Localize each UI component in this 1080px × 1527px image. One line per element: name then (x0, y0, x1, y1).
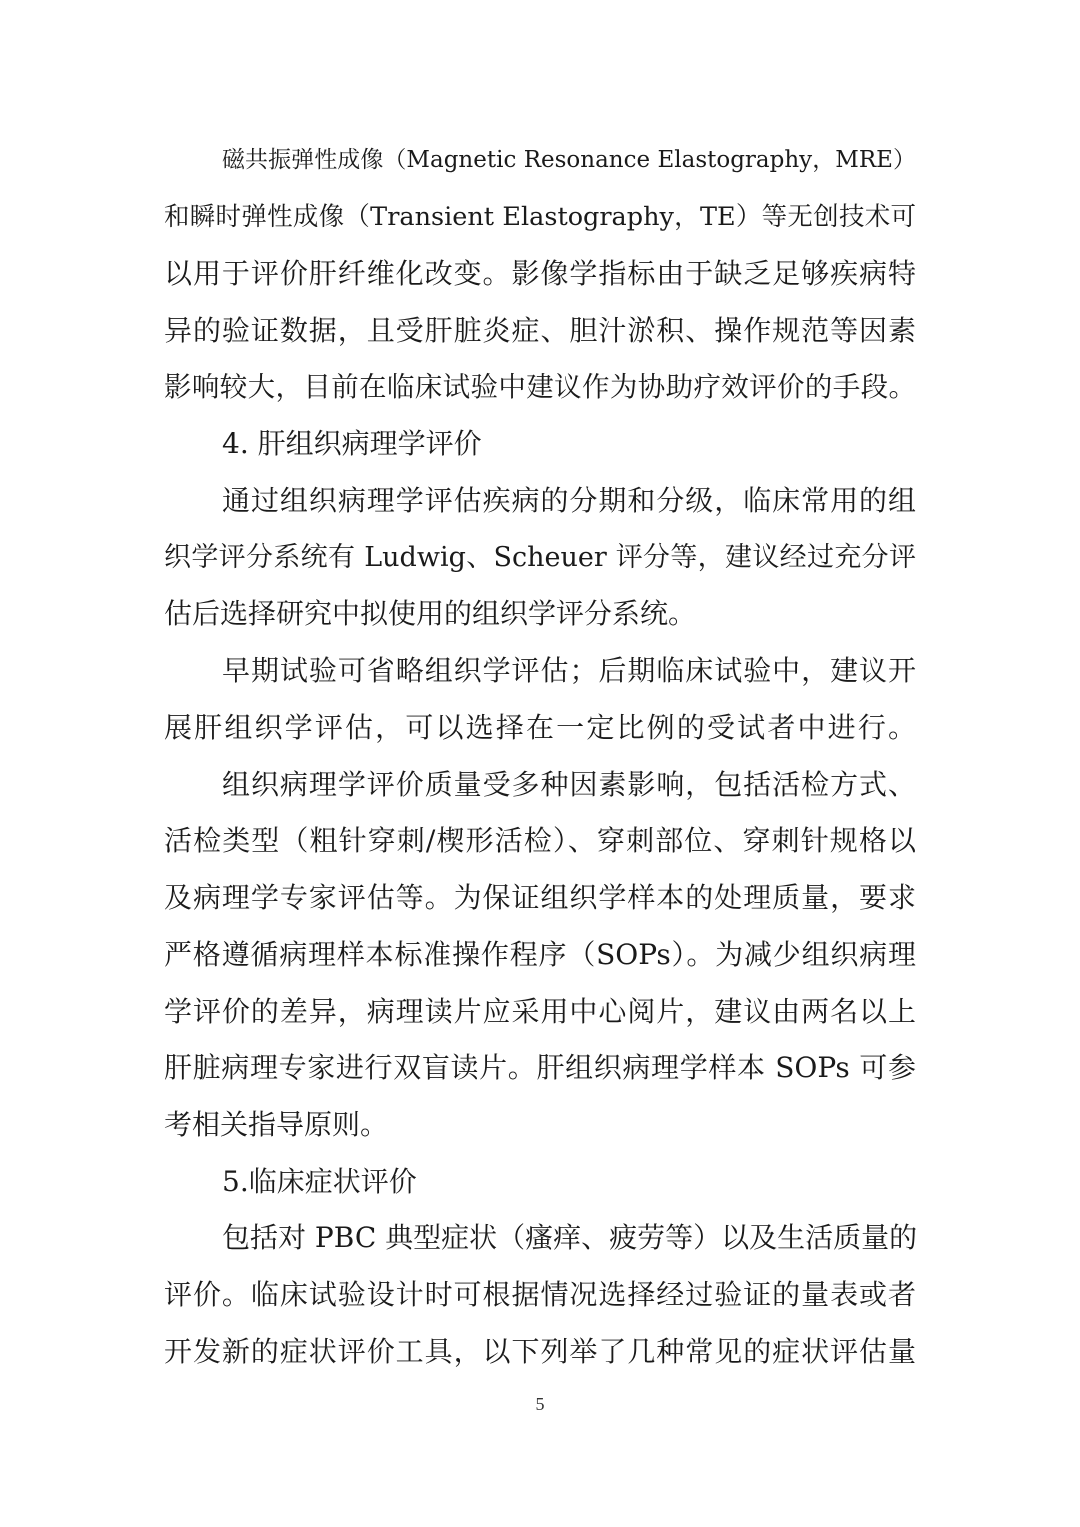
text-line: 影响较大，目前在临床试验中建议作为协助疗效评价的手段。 (164, 371, 916, 403)
text-line: 织学评分系统有 Ludwig、Scheuer 评分等，建议经过充分评 (164, 542, 916, 573)
text-line: 和瞬时弹性成像（Transient Elastography，TE）等无创技术可 (164, 202, 916, 232)
text-line: 考相关指导原则。 (164, 1108, 389, 1141)
section-heading: 5.临床症状评价 (222, 1165, 417, 1198)
text-line: 活检类型（粗针穿刺/楔形活检）、穿刺部位、穿刺针规格以 (164, 824, 916, 857)
text-line: 早期试验可省略组织学评估；后期临床试验中，建议开 (222, 654, 916, 687)
text-line: 以用于评价肝纤维化改变。影像学指标由于缺乏足够疾病特 (164, 257, 916, 290)
text-line: 估后选择研究中拟使用的组织学评分系统。 (164, 597, 697, 630)
text-line: 肝脏病理专家进行双盲读片。肝组织病理学样本 SOPs 可参 (164, 1051, 916, 1084)
text-line: 展肝组织学评估，可以选择在一定比例的受试者中进行。 (164, 711, 916, 744)
text-line: 严格遵循病理样本标准操作程序（SOPs）。为减少组织病理 (164, 938, 916, 971)
text-line: 学评价的差异，病理读片应采用中心阅片，建议由两名以上 (164, 995, 916, 1028)
text-line: 异的验证数据，且受肝脏炎症、胆汁淤积、操作规范等因素 (164, 314, 916, 347)
text-line: 组织病理学评价质量受多种因素影响，包括活检方式、 (222, 768, 916, 801)
text-line: 开发新的症状评价工具，以下列举了几种常见的症状评估量 (164, 1335, 916, 1368)
section-heading: 4. 肝组织病理学评价 (222, 427, 482, 460)
text-line: 评价。临床试验设计时可根据情况选择经过验证的量表或者 (164, 1278, 916, 1311)
text-line: 包括对 PBC 典型症状（瘙痒、疲劳等）以及生活质量的 (222, 1221, 918, 1254)
text-line: 磁共振弹性成像（Magnetic Resonance Elastography，MRE） (222, 147, 916, 173)
text-line: 及病理学专家评估等。为保证组织学样本的处理质量，要求 (164, 881, 916, 914)
text-line: 通过组织病理学评估疾病的分期和分级，临床常用的组 (222, 484, 916, 517)
page-number: 5 (535, 1394, 545, 1414)
